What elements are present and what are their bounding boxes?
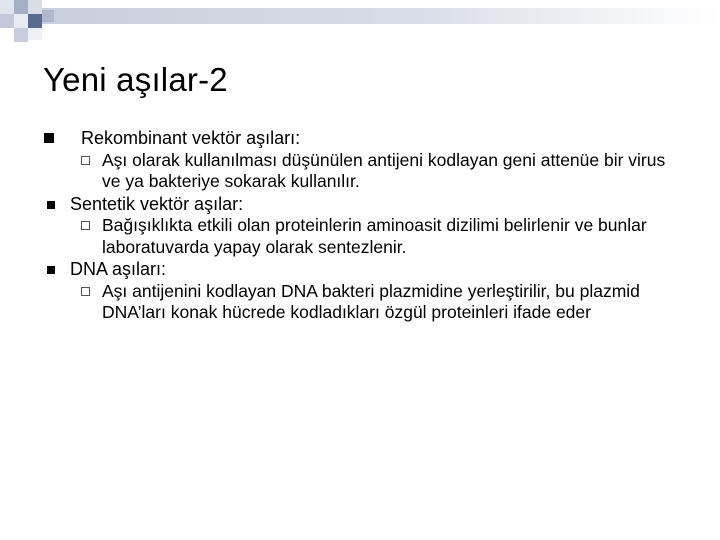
checker-pattern bbox=[0, 0, 720, 46]
square-bullet-icon bbox=[47, 201, 55, 209]
hollow-square-bullet-icon bbox=[81, 221, 90, 230]
hollow-square-bullet-icon bbox=[81, 156, 90, 165]
list-item bbox=[44, 259, 684, 324]
sub-list-item-text: Aşı antijenini kodlayan DNA bakteri plazmidine yerleştirilir, bu plazmid DNA’ları konak hücrede kodladıkları özgül proteinleri ifade eder bbox=[102, 280, 640, 322]
bullet-list bbox=[44, 128, 684, 324]
list-item-label: DNA aşıları: bbox=[70, 259, 167, 279]
hollow-square-bullet-icon bbox=[81, 287, 90, 296]
sub-list-item bbox=[70, 215, 684, 258]
sub-list-item-text: Bağışıklıkta etkili olan proteinlerin aminoasit dizilimi belirlenir ve bunlar laboratuvarda yapay olarak sentezlenir. bbox=[102, 215, 647, 257]
list-item bbox=[44, 194, 684, 259]
decorative-header-band bbox=[0, 0, 720, 46]
sub-list-item bbox=[70, 281, 684, 324]
square-bullet-icon bbox=[44, 133, 54, 143]
list-item bbox=[44, 128, 684, 193]
list-item-label: Rekombinant vektör aşıları: bbox=[81, 128, 301, 148]
square-bullet-icon bbox=[47, 266, 55, 274]
sub-list-item bbox=[70, 150, 684, 193]
sub-list-item-text: Aşı olarak kullanılması düşünülen antijeni kodlayan geni attenüe bir virus ve ya bakteriye sokarak kullanılır. bbox=[102, 149, 666, 191]
slide-title: Yeni aşılar-2 bbox=[43, 61, 228, 98]
list-item-label: Sentetik vektör aşılar: bbox=[70, 193, 244, 214]
